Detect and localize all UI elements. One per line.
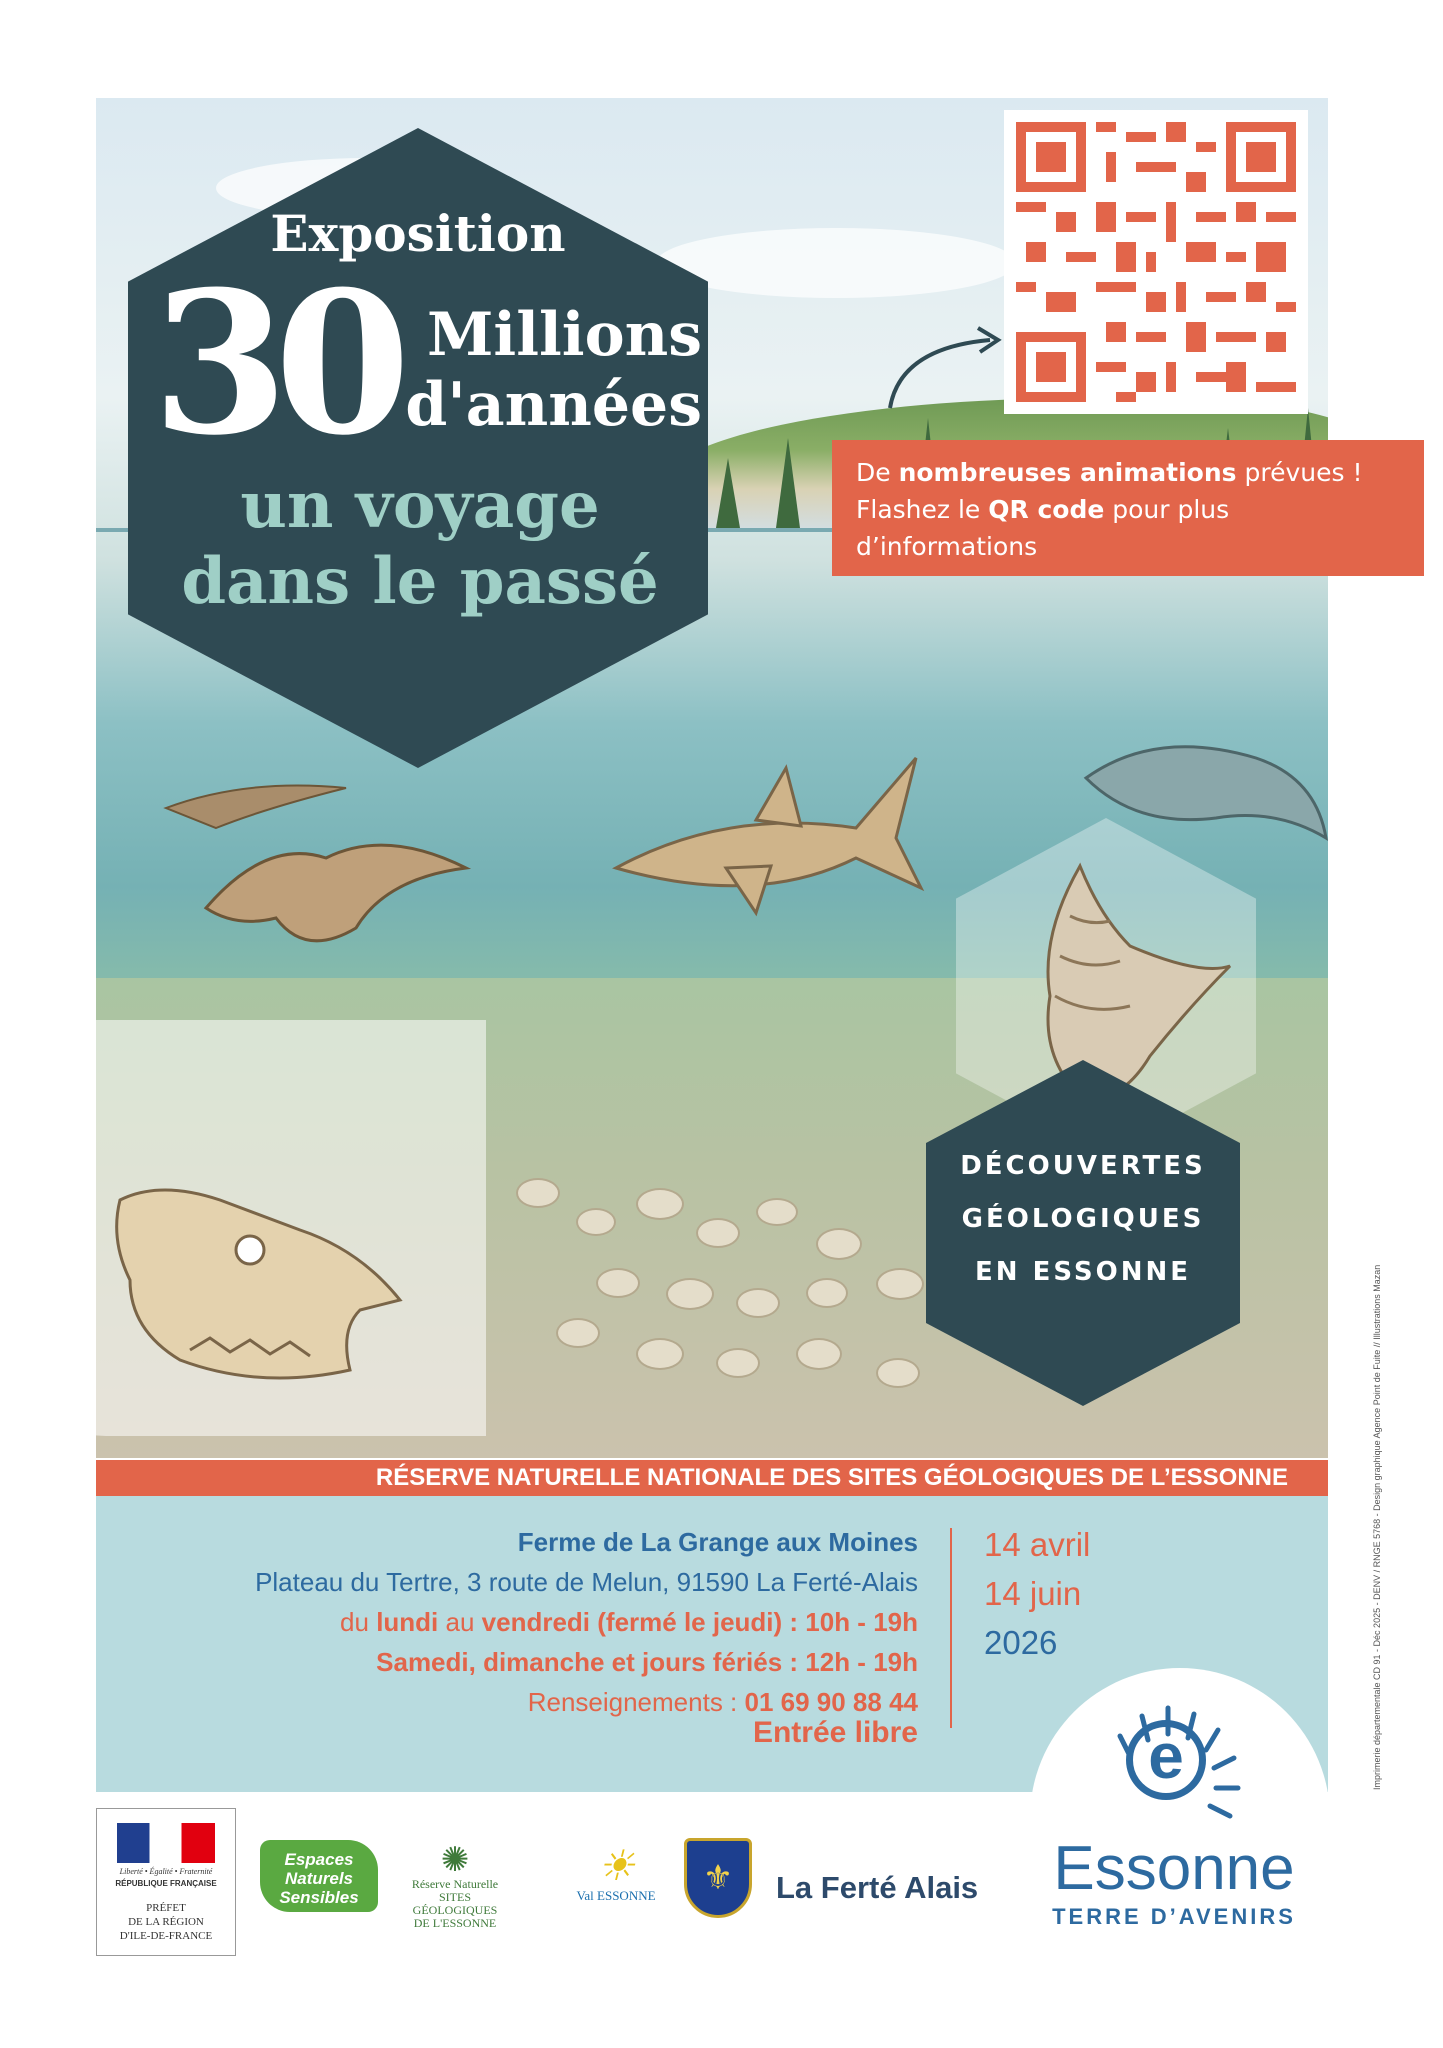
shell-pebble	[576, 1208, 616, 1236]
callout-text: Flashez le	[856, 495, 989, 524]
callout-bold: nombreuses animations	[898, 458, 1237, 487]
prefet-text	[97, 1901, 235, 1943]
venue-address: Plateau du Tertre, 3 route de Melun, 91590 La Ferté-Alais	[255, 1567, 918, 1597]
millions-annees	[402, 300, 702, 440]
skull-illustration	[100, 1160, 420, 1400]
venue-info	[140, 1522, 918, 1722]
annees-text: d'années	[405, 370, 702, 440]
qr-callout	[832, 440, 1424, 576]
credits-text: Imprimerie départementale CD 91 - Déc 2025 - DENV / RNGE 5768 - Design graphique Agence Point de Fuite // Illustrations Mazan	[1372, 1264, 1382, 1790]
shell-pebble	[736, 1288, 780, 1318]
cloud	[656, 228, 1016, 298]
ray-illustration	[156, 758, 356, 838]
val-name: Val ESSONNE	[576, 1888, 656, 1903]
free-entry: Entrée libre	[752, 1716, 918, 1749]
qr-code[interactable]	[1004, 110, 1308, 414]
callout-bold: QR code	[988, 495, 1105, 524]
prefet-republic: RÉPUBLIQUE FRANÇAISE	[115, 1879, 217, 1888]
callout-line3: d’informations	[856, 532, 1038, 561]
divider	[950, 1528, 952, 1728]
ens-line: Espaces	[284, 1850, 354, 1869]
rn-line: DE L'ESSONNE	[413, 1916, 497, 1930]
shell-pebble	[796, 1338, 842, 1370]
weekend-hours: Samedi, dimanche et jours fériés : 12h - 19h	[376, 1647, 918, 1677]
essonne-logo-name: Essonne	[1053, 1834, 1295, 1903]
ferte-text: La Ferté	[776, 1870, 897, 1905]
shell-pebble	[596, 1268, 640, 1298]
reserve-band: RÉSERVE NATURELLE NATIONALE DES SITES GÉOLOGIQUES DE L’ESSONNE	[96, 1460, 1328, 1496]
subtitle-line1: un voyage	[240, 468, 600, 543]
shell-pebble	[876, 1358, 920, 1388]
print-credits	[1372, 1100, 1386, 1790]
shell-pebble	[806, 1278, 848, 1308]
badge-line1: DÉCOUVERTES	[960, 1151, 1206, 1181]
fleur-de-lis-shield-icon: ⚜	[684, 1838, 752, 1918]
val-essonne-logo	[556, 1846, 676, 1904]
contact-phone[interactable]: 01 69 90 88 44	[744, 1687, 918, 1717]
exposition-heading: Exposition	[270, 204, 566, 263]
qr-code-icon	[1016, 122, 1296, 402]
shell-pebble	[816, 1228, 862, 1260]
shell-pebble	[516, 1178, 560, 1208]
tree	[716, 458, 740, 528]
shell-pebble	[716, 1348, 760, 1378]
hours-bold: lundi	[376, 1607, 439, 1637]
arrow-icon	[880, 318, 1010, 418]
callout-text: pour plus	[1104, 495, 1230, 524]
la-ferte-alais-logo	[776, 1870, 978, 1906]
callout-line1	[856, 454, 1424, 491]
ens-line: Naturels	[284, 1869, 354, 1888]
hours-text: du	[340, 1607, 377, 1637]
shell-pebble	[636, 1188, 684, 1220]
millions-text: Millions	[426, 300, 702, 370]
hours-bold: vendredi (fermé le jeudi) : 10h - 19h	[481, 1607, 918, 1637]
thirty-number: 30	[152, 249, 397, 479]
contact-label: Renseignements :	[527, 1687, 745, 1717]
hours-text: au	[438, 1607, 482, 1637]
prefet-line: DE LA RÉGION	[128, 1916, 204, 1928]
shell-pebble	[696, 1218, 740, 1248]
sun-swoosh-icon: ☀	[597, 1844, 635, 1890]
rn-line: SITES GÉOLOGIQUES	[412, 1890, 498, 1917]
rn-line: Réserve Naturelle	[411, 1877, 499, 1891]
reserve-naturelle-logo	[400, 1844, 510, 1930]
essonne-tagline: TERRE D’AVENIRS	[1052, 1904, 1296, 1929]
prefet-logo	[96, 1808, 236, 1956]
subtitle-line2: dans le passé	[181, 544, 659, 619]
shell-pebble	[636, 1338, 684, 1370]
subtitle	[150, 468, 690, 620]
start-date: 14 avril	[984, 1526, 1091, 1563]
alais-text: Alais	[904, 1870, 979, 1905]
prefet-motto: Liberté • Égalité • Fraternité	[119, 1867, 213, 1876]
shell-illustration	[1010, 856, 1240, 1116]
ens-line: Sensibles	[279, 1888, 359, 1907]
venue-name: Ferme de La Grange aux Moines	[517, 1527, 918, 1557]
essonne-e-logo: e	[1126, 1720, 1206, 1800]
badge-line3: EN ESSONNE	[975, 1257, 1191, 1287]
callout-text: De	[856, 458, 899, 487]
badge-line2: GÉOLOGIQUES	[961, 1204, 1205, 1234]
callout-text: prévues !	[1236, 458, 1363, 487]
marianne-flag-icon	[117, 1823, 215, 1863]
espaces-naturels-logo	[260, 1840, 378, 1912]
end-date: 14 juin	[984, 1575, 1082, 1612]
shell-pebble	[556, 1318, 600, 1348]
weekday-hours	[140, 1602, 918, 1642]
tree	[776, 438, 800, 528]
shark-illustration	[606, 738, 926, 938]
shell-pebble	[756, 1198, 798, 1226]
callout-line2	[856, 491, 1424, 528]
prefet-line: D'ILE-DE-FRANCE	[119, 1930, 213, 1942]
year: 2026	[984, 1624, 1058, 1661]
shell-pebble	[876, 1268, 924, 1300]
shell-pebble	[666, 1278, 714, 1310]
badge-text	[926, 1140, 1240, 1299]
star-icon: ✺	[440, 1842, 470, 1879]
prefet-line: PRÉFET	[146, 1902, 186, 1914]
date-range	[984, 1520, 1090, 1667]
